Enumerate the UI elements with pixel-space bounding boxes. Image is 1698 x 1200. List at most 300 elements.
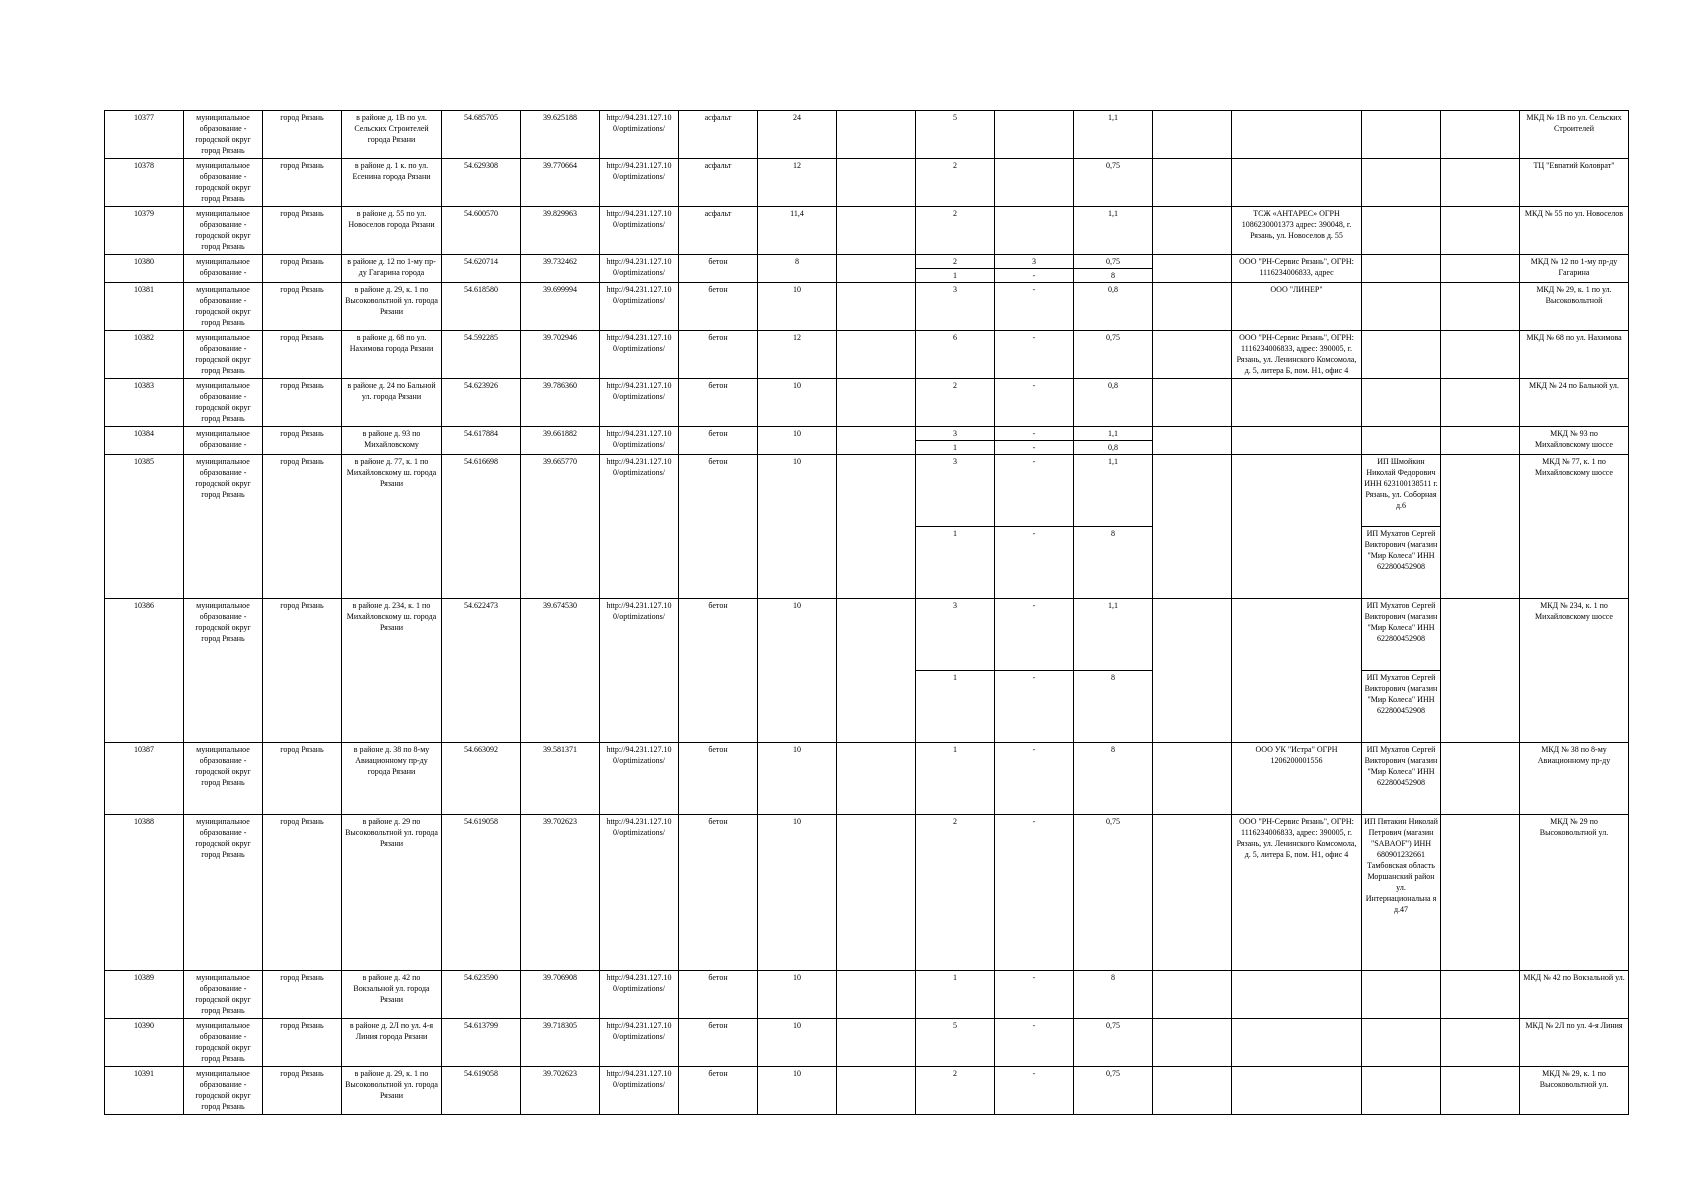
cell-area: 8: [758, 255, 837, 283]
cell-lat: 54.663092: [442, 743, 521, 815]
cell-surface: асфальт: [679, 111, 758, 159]
cell-empty: [1153, 379, 1232, 427]
cell-lat: 54.613799: [442, 1019, 521, 1067]
cell-container-extra: -: [995, 599, 1074, 671]
cell-url: http://94.231.127.10 0/optimizations/: [600, 743, 679, 815]
cell-container-extra: -: [995, 441, 1074, 455]
cell-url: http://94.231.127.10 0/optimizations/: [600, 331, 679, 379]
cell-container-extra: -: [995, 427, 1074, 441]
table-row: [105, 815, 1629, 971]
table-row: [105, 207, 1629, 255]
cell-lon: 39.770664: [521, 159, 600, 207]
cell-address: в районе д. 12 по 1-му пр-ду Гагарина города: [342, 255, 442, 283]
cell-empty: [837, 331, 916, 379]
cell-city: город Рязань: [263, 379, 342, 427]
cell-area: 11,4: [758, 207, 837, 255]
cell-container-volume: 0,75: [1074, 255, 1153, 269]
cell-empty: [837, 283, 916, 331]
cell-empty: [1441, 207, 1520, 255]
cell-address: в районе д. 29 по Высоковольтной ул. города Рязани: [342, 815, 442, 971]
cell-lat: 54.600570: [442, 207, 521, 255]
cell-org: муниципальное образование - городской округ город Рязань: [184, 599, 263, 743]
cell-org: муниципальное образование -: [184, 427, 263, 455]
cell-empty: [837, 1067, 916, 1115]
cell-ip: [1362, 379, 1441, 427]
cell-owner: ООО "РН-Сервис Рязань", ОГРН: 1116234006833, адрес: [1232, 255, 1362, 283]
cell-id: 10390: [105, 1019, 184, 1067]
cell-container-count: 1: [916, 269, 995, 283]
cell-owner: [1232, 379, 1362, 427]
cell-area: 10: [758, 379, 837, 427]
cell-org: муниципальное образование - городской округ город Рязань: [184, 379, 263, 427]
cell-name: МКД № 24 по Бальной ул.: [1520, 379, 1629, 427]
cell-container-volume: 0,75: [1074, 1067, 1153, 1115]
cell-empty: [1153, 455, 1232, 599]
cell-empty: [1441, 283, 1520, 331]
cell-org: муниципальное образование - городской округ город Рязань: [184, 971, 263, 1019]
cell-container-extra: -: [995, 971, 1074, 1019]
cell-lon: 39.625188: [521, 111, 600, 159]
cell-id: 10391: [105, 1067, 184, 1115]
cell-city: город Рязань: [263, 427, 342, 455]
cell-empty: [837, 599, 916, 743]
cell-surface: бетон: [679, 743, 758, 815]
cell-lat: 54.622473: [442, 599, 521, 743]
cell-container-count: 2: [916, 1067, 995, 1115]
cell-surface: бетон: [679, 255, 758, 283]
cell-org: муниципальное образование - городской округ город Рязань: [184, 207, 263, 255]
cell-container-volume: 0,75: [1074, 331, 1153, 379]
table-row: [105, 331, 1629, 379]
cell-area: 10: [758, 971, 837, 1019]
cell-org: муниципальное образование - городской округ город Рязань: [184, 331, 263, 379]
cell-container-count: 3: [916, 283, 995, 331]
cell-lon: 39.702623: [521, 815, 600, 971]
cell-container-count: 6: [916, 331, 995, 379]
cell-lat: 54.618580: [442, 283, 521, 331]
cell-lon: 39.661882: [521, 427, 600, 455]
cell-owner: [1232, 111, 1362, 159]
cell-container-extra: [995, 159, 1074, 207]
cell-city: город Рязань: [263, 1019, 342, 1067]
table-row: [105, 599, 1629, 671]
table-row: [105, 111, 1629, 159]
cell-address: в районе д. 234, к. 1 по Михайловскому ш. города Рязани: [342, 599, 442, 743]
cell-ip: ИП Мухатов Сергей Викторович (магазин "Мир Колеса" ИНН 622800452908: [1362, 527, 1441, 599]
cell-container-count: 1: [916, 671, 995, 743]
cell-surface: бетон: [679, 283, 758, 331]
table-row: [105, 427, 1629, 441]
cell-container-volume: 1,1: [1074, 207, 1153, 255]
cell-id: 10384: [105, 427, 184, 455]
cell-org: муниципальное образование - городской округ город Рязань: [184, 455, 263, 599]
cell-owner: ТСЖ «АНТАРЕС» ОГРН 1086230001373 адрес: 390048, г. Рязань, ул. Новоселов д. 55: [1232, 207, 1362, 255]
cell-lon: 39.702946: [521, 331, 600, 379]
cell-url: http://94.231.127.10 0/optimizations/: [600, 427, 679, 455]
cell-city: город Рязань: [263, 971, 342, 1019]
cell-empty: [1441, 815, 1520, 971]
cell-surface: бетон: [679, 331, 758, 379]
cell-empty: [837, 1019, 916, 1067]
cell-id: 10387: [105, 743, 184, 815]
cell-city: город Рязань: [263, 815, 342, 971]
cell-city: город Рязань: [263, 599, 342, 743]
cell-url: http://94.231.127.10 0/optimizations/: [600, 1067, 679, 1115]
cell-surface: асфальт: [679, 207, 758, 255]
cell-id: 10377: [105, 111, 184, 159]
cell-address: в районе д. 68 по ул. Нахимова города Рязани: [342, 331, 442, 379]
cell-ip: [1362, 111, 1441, 159]
cell-empty: [1441, 331, 1520, 379]
cell-container-count: 5: [916, 1019, 995, 1067]
cell-container-extra: -: [995, 379, 1074, 427]
cell-address: в районе д. 93 по Михайловскому: [342, 427, 442, 455]
cell-empty: [837, 111, 916, 159]
cell-surface: бетон: [679, 1019, 758, 1067]
cell-container-volume: 8: [1074, 269, 1153, 283]
cell-empty: [837, 207, 916, 255]
cell-container-extra: -: [995, 743, 1074, 815]
cell-owner: [1232, 455, 1362, 599]
cell-name: МКД № 29, к. 1 по ул. Высоковольтной: [1520, 283, 1629, 331]
cell-org: муниципальное образование - городской округ город Рязань: [184, 1067, 263, 1115]
cell-surface: асфальт: [679, 159, 758, 207]
table-row: [105, 455, 1629, 527]
cell-empty: [837, 427, 916, 455]
cell-id: 10383: [105, 379, 184, 427]
cell-owner: ООО "РН-Сервис Рязань", ОГРН: 1116234006833, адрес: 390005, г. Рязань, ул. Ленинского Комсомола, д. 5, литера Б, пом. Н1, офис 4: [1232, 815, 1362, 971]
cell-name: МКД № 12 по 1-му пр-ду Гагарина: [1520, 255, 1629, 283]
cell-org: муниципальное образование - городской округ город Рязань: [184, 815, 263, 971]
cell-area: 10: [758, 1019, 837, 1067]
cell-empty: [1441, 159, 1520, 207]
cell-empty: [837, 379, 916, 427]
cell-lon: 39.665770: [521, 455, 600, 599]
cell-name: МКД № 77, к. 1 по Михайловскому шоссе: [1520, 455, 1629, 599]
cell-address: в районе д. 55 по ул. Новоселов города Рязани: [342, 207, 442, 255]
cell-url: http://94.231.127.10 0/optimizations/: [600, 255, 679, 283]
cell-empty: [1441, 743, 1520, 815]
cell-ip: ИП Пятакин Николай Петрович (магазин "SABAOF") ИНН 680901232661 Тамбовская область Моршанский район ул. Интернациональна я д.47: [1362, 815, 1441, 971]
cell-id: 10385: [105, 455, 184, 599]
cell-owner: [1232, 159, 1362, 207]
cell-area: 24: [758, 111, 837, 159]
cell-empty: [1153, 971, 1232, 1019]
cell-container-count: 1: [916, 971, 995, 1019]
cell-url: http://94.231.127.10 0/optimizations/: [600, 111, 679, 159]
cell-empty: [1153, 743, 1232, 815]
cell-owner: ООО "ЛИНЕР": [1232, 283, 1362, 331]
cell-id: 10382: [105, 331, 184, 379]
cell-empty: [1441, 111, 1520, 159]
cell-container-extra: -: [995, 671, 1074, 743]
cell-ip: ИП Мухатов Сергей Викторович (магазин "Мир Колеса" ИНН 622800452908: [1362, 671, 1441, 743]
cell-address: в районе д. 29, к. 1 по Высоковольтной ул. города Рязани: [342, 1067, 442, 1115]
cell-org: муниципальное образование - городской округ город Рязань: [184, 283, 263, 331]
cell-lon: 39.674530: [521, 599, 600, 743]
cell-ip: ИП Мухатов Сергей Викторович (магазин "Мир Колеса" ИНН 622800452908: [1362, 599, 1441, 671]
cell-city: город Рязань: [263, 1067, 342, 1115]
table-row: [105, 283, 1629, 331]
cell-container-count: 2: [916, 159, 995, 207]
cell-container-volume: 8: [1074, 671, 1153, 743]
cell-empty: [1441, 1019, 1520, 1067]
cell-container-volume: 8: [1074, 743, 1153, 815]
cell-name: МКД № 42 по Вокзальной ул.: [1520, 971, 1629, 1019]
cell-lat: 54.592285: [442, 331, 521, 379]
cell-id: 10378: [105, 159, 184, 207]
cell-url: http://94.231.127.10 0/optimizations/: [600, 159, 679, 207]
cell-name: МКД № 234, к. 1 по Михайловскому шоссе: [1520, 599, 1629, 743]
cell-empty: [837, 971, 916, 1019]
table-row: [105, 255, 1629, 269]
cell-lat: 54.616698: [442, 455, 521, 599]
cell-container-count: 2: [916, 379, 995, 427]
cell-address: в районе д. 29, к. 1 по Высоковольтной ул. города Рязани: [342, 283, 442, 331]
cell-container-extra: -: [995, 1019, 1074, 1067]
cell-container-volume: 0,8: [1074, 441, 1153, 455]
cell-org: муниципальное образование - городской округ город Рязань: [184, 743, 263, 815]
table-row: [105, 971, 1629, 1019]
cell-empty: [1441, 1067, 1520, 1115]
cell-empty: [1441, 971, 1520, 1019]
cell-lat: 54.629308: [442, 159, 521, 207]
cell-container-extra: -: [995, 331, 1074, 379]
cell-address: в районе д. 1 к. по ул. Есенина города Рязани: [342, 159, 442, 207]
cell-lon: 39.706908: [521, 971, 600, 1019]
cell-empty: [1153, 1019, 1232, 1067]
cell-empty: [1153, 159, 1232, 207]
cell-id: 10380: [105, 255, 184, 283]
cell-surface: бетон: [679, 599, 758, 743]
cell-id: 10381: [105, 283, 184, 331]
cell-city: город Рязань: [263, 207, 342, 255]
cell-name: МКД № 38 по 8-му Авиационному пр-ду: [1520, 743, 1629, 815]
cell-ip: [1362, 1067, 1441, 1115]
cell-container-volume: 1,1: [1074, 427, 1153, 441]
table-row: [105, 159, 1629, 207]
cell-city: город Рязань: [263, 283, 342, 331]
cell-container-volume: 1,1: [1074, 455, 1153, 527]
cell-container-volume: 8: [1074, 971, 1153, 1019]
cell-empty: [1441, 455, 1520, 599]
cell-ip: [1362, 283, 1441, 331]
cell-empty: [1153, 331, 1232, 379]
cell-container-volume: 0,75: [1074, 1019, 1153, 1067]
cell-container-count: 3: [916, 427, 995, 441]
cell-area: 10: [758, 599, 837, 743]
cell-url: http://94.231.127.10 0/optimizations/: [600, 379, 679, 427]
cell-owner: ООО "РН-Сервис Рязань", ОГРН: 1116234006833, адрес: 390005, г. Рязань, ул. Ленинского Комсомола, д. 5, литера Б, пом. Н1, офис 4: [1232, 331, 1362, 379]
cell-url: http://94.231.127.10 0/optimizations/: [600, 1019, 679, 1067]
cell-empty: [1153, 207, 1232, 255]
cell-container-volume: 0,75: [1074, 159, 1153, 207]
cell-container-extra: -: [995, 815, 1074, 971]
cell-owner: [1232, 599, 1362, 743]
cell-lon: 39.732462: [521, 255, 600, 283]
cell-id: 10388: [105, 815, 184, 971]
cell-container-extra: -: [995, 283, 1074, 331]
cell-owner: [1232, 1067, 1362, 1115]
cell-org: муниципальное образование - городской округ город Рязань: [184, 1019, 263, 1067]
cell-empty: [837, 455, 916, 599]
cell-surface: бетон: [679, 971, 758, 1019]
cell-container-count: 2: [916, 207, 995, 255]
cell-empty: [1153, 427, 1232, 455]
cell-owner: [1232, 1019, 1362, 1067]
cell-container-volume: 1,1: [1074, 599, 1153, 671]
cell-container-extra: [995, 207, 1074, 255]
cell-name: МКД № 29 по Высоковольтной ул.: [1520, 815, 1629, 971]
cell-container-extra: -: [995, 1067, 1074, 1115]
cell-container-volume: 1,1: [1074, 111, 1153, 159]
cell-id: 10379: [105, 207, 184, 255]
cell-name: МКД № 55 по ул. Новоселов: [1520, 207, 1629, 255]
cell-lat: 54.685705: [442, 111, 521, 159]
cell-url: http://94.231.127.10 0/optimizations/: [600, 599, 679, 743]
cell-area: 10: [758, 743, 837, 815]
cell-ip: ИП Мухатов Сергей Викторович (магазин "Мир Колеса" ИНН 622800452908: [1362, 743, 1441, 815]
cell-owner: ООО УК "Истра" ОГРН 1206200001556: [1232, 743, 1362, 815]
cell-owner: [1232, 971, 1362, 1019]
cell-url: http://94.231.127.10 0/optimizations/: [600, 455, 679, 599]
cell-ip: [1362, 1019, 1441, 1067]
cell-lat: 54.623590: [442, 971, 521, 1019]
cell-name: ТЦ "Евпатий Коловрат": [1520, 159, 1629, 207]
cell-container-count: 2: [916, 815, 995, 971]
cell-empty: [1153, 1067, 1232, 1115]
cell-empty: [837, 159, 916, 207]
cell-container-extra: 3: [995, 255, 1074, 269]
cell-lon: 39.829963: [521, 207, 600, 255]
cell-org: муниципальное образование -: [184, 255, 263, 283]
cell-empty: [1441, 427, 1520, 455]
cell-surface: бетон: [679, 379, 758, 427]
cell-container-volume: 0,8: [1074, 283, 1153, 331]
cell-lat: 54.617884: [442, 427, 521, 455]
cell-url: http://94.231.127.10 0/optimizations/: [600, 971, 679, 1019]
cell-container-count: 3: [916, 599, 995, 671]
cell-name: МКД № 29, к. 1 по Высоковольтной ул.: [1520, 1067, 1629, 1115]
cell-empty: [1153, 815, 1232, 971]
cell-empty: [837, 255, 916, 283]
cell-empty: [837, 815, 916, 971]
cell-url: http://94.231.127.10 0/optimizations/: [600, 207, 679, 255]
table-row: [105, 1067, 1629, 1115]
cell-container-extra: [995, 111, 1074, 159]
cell-container-count: 1: [916, 527, 995, 599]
cell-empty: [1441, 379, 1520, 427]
cell-empty: [1441, 599, 1520, 743]
cell-area: 10: [758, 1067, 837, 1115]
cell-address: в районе д. 42 по Вокзальной ул. города Рязани: [342, 971, 442, 1019]
cell-area: 10: [758, 283, 837, 331]
registry-table: [104, 110, 1629, 1115]
cell-ip: [1362, 427, 1441, 455]
cell-url: http://94.231.127.10 0/optimizations/: [600, 283, 679, 331]
cell-area: 12: [758, 331, 837, 379]
cell-container-volume: 0,75: [1074, 815, 1153, 971]
cell-ip: [1362, 207, 1441, 255]
cell-surface: бетон: [679, 427, 758, 455]
table-row: [105, 1019, 1629, 1067]
cell-container-count: 5: [916, 111, 995, 159]
cell-city: город Рязань: [263, 331, 342, 379]
cell-address: в районе д. 38 по 8-му Авиационному пр-ду города Рязани: [342, 743, 442, 815]
cell-ip: [1362, 159, 1441, 207]
cell-lon: 39.581371: [521, 743, 600, 815]
cell-owner: [1232, 427, 1362, 455]
table-row: [105, 379, 1629, 427]
cell-name: МКД № 1В по ул. Сельских Строителей: [1520, 111, 1629, 159]
cell-city: город Рязань: [263, 159, 342, 207]
cell-org: муниципальное образование - городской округ город Рязань: [184, 159, 263, 207]
cell-city: город Рязань: [263, 255, 342, 283]
cell-container-count: 3: [916, 455, 995, 527]
cell-ip: [1362, 255, 1441, 283]
cell-container-count: 1: [916, 441, 995, 455]
cell-lat: 54.619058: [442, 1067, 521, 1115]
cell-city: город Рязань: [263, 455, 342, 599]
cell-id: 10386: [105, 599, 184, 743]
cell-empty: [1153, 111, 1232, 159]
cell-area: 10: [758, 815, 837, 971]
cell-empty: [1153, 283, 1232, 331]
cell-url: http://94.231.127.10 0/optimizations/: [600, 815, 679, 971]
cell-empty: [837, 743, 916, 815]
cell-city: город Рязань: [263, 111, 342, 159]
cell-ip: [1362, 971, 1441, 1019]
cell-city: город Рязань: [263, 743, 342, 815]
cell-area: 10: [758, 455, 837, 599]
cell-container-extra: -: [995, 455, 1074, 527]
cell-lat: 54.623926: [442, 379, 521, 427]
cell-surface: бетон: [679, 455, 758, 599]
cell-address: в районе д. 77, к. 1 по Михайловскому ш. города Рязани: [342, 455, 442, 599]
cell-container-extra: -: [995, 269, 1074, 283]
cell-container-count: 1: [916, 743, 995, 815]
cell-empty: [1153, 599, 1232, 743]
cell-lat: 54.620714: [442, 255, 521, 283]
cell-org: муниципальное образование - городской округ город Рязань: [184, 111, 263, 159]
cell-container-extra: -: [995, 527, 1074, 599]
cell-lon: 39.786360: [521, 379, 600, 427]
cell-address: в районе д. 2Л по ул. 4-я Линия города Рязани: [342, 1019, 442, 1067]
cell-name: МКД № 93 по Михайловскому шоссе: [1520, 427, 1629, 455]
cell-address: в районе д. 1В по ул. Сельских Строителей города Рязани: [342, 111, 442, 159]
cell-lon: 39.699994: [521, 283, 600, 331]
cell-empty: [1153, 255, 1232, 283]
cell-lat: 54.619058: [442, 815, 521, 971]
cell-container-volume: 8: [1074, 527, 1153, 599]
table-body: [105, 111, 1629, 1115]
cell-surface: бетон: [679, 815, 758, 971]
cell-lon: 39.702623: [521, 1067, 600, 1115]
table-row: [105, 743, 1629, 815]
cell-container-count: 2: [916, 255, 995, 269]
cell-id: 10389: [105, 971, 184, 1019]
cell-area: 12: [758, 159, 837, 207]
cell-address: в районе д. 24 по Бальной ул. города Рязани: [342, 379, 442, 427]
cell-name: МКД № 68 по ул. Нахимова: [1520, 331, 1629, 379]
cell-empty: [1441, 255, 1520, 283]
cell-ip: ИП Шмойкин Николай Федорович ИНН 623100138511 г. Рязань, ул. Соборная д.6: [1362, 455, 1441, 527]
cell-container-volume: 0,8: [1074, 379, 1153, 427]
cell-name: МКД № 2Л по ул. 4-я Линия: [1520, 1019, 1629, 1067]
cell-lon: 39.718305: [521, 1019, 600, 1067]
cell-area: 10: [758, 427, 837, 455]
cell-ip: [1362, 331, 1441, 379]
